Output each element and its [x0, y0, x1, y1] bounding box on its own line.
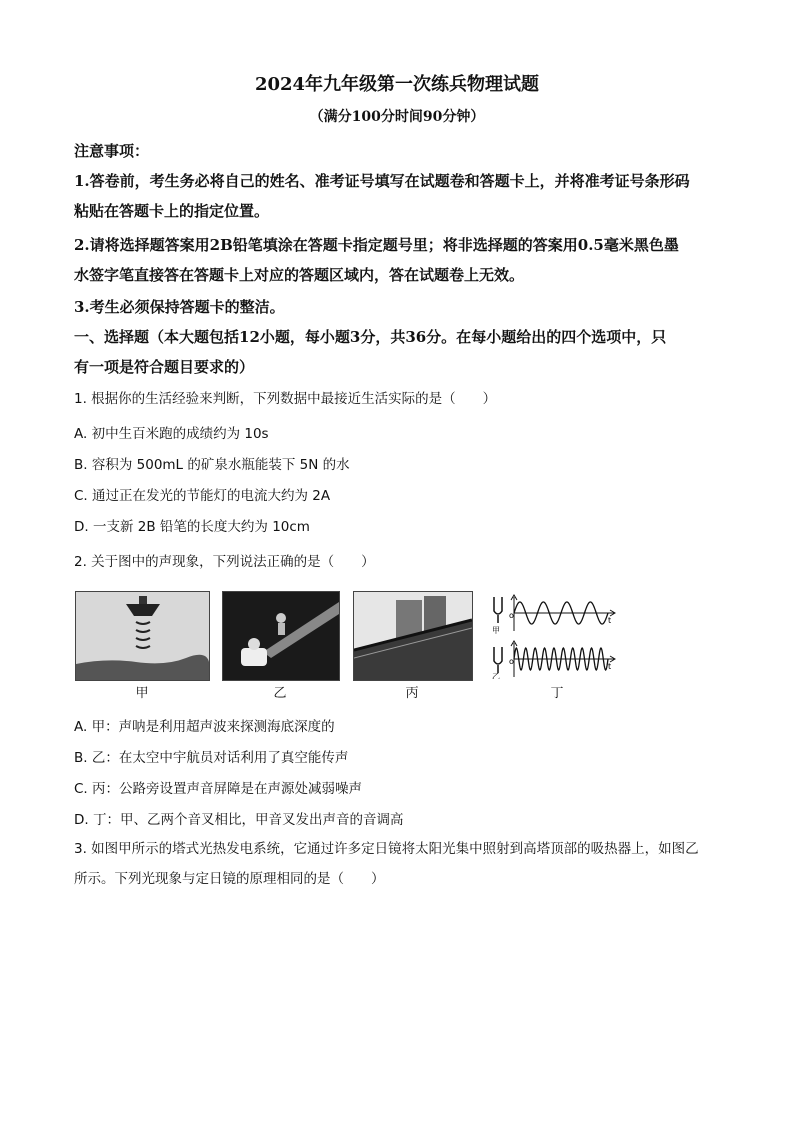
caption-jia: 甲: [135, 686, 149, 701]
figure-waveforms: [490, 591, 620, 679]
figure-astronauts: [222, 591, 340, 681]
q2-option-b: B. 乙：在太空中宇航员对话利用了真空能传声: [74, 750, 349, 766]
q2-stem: 2. 关于图中的声现象，下列说法正确的是（ ）: [74, 554, 375, 570]
note-1-line-1: 1.答卷前，考生务必将自己的姓名、准考证号填写在试题卷和答题卡上，并将准考证号条形码: [74, 172, 690, 190]
section-1-line-2: 有一项是符合题目要求的）: [74, 358, 255, 376]
exam-title: 2024年九年级第一次练兵物理试题: [254, 74, 540, 95]
axis-t-label: t: [608, 616, 612, 625]
axis-origin-label: o: [509, 657, 514, 666]
note-2-line-2: 水签字笔直接答在答题卡上对应的答题区域内，答在试题卷上无效。: [74, 266, 525, 284]
q2-option-c: C. 丙：公路旁设置声音屏障是在声源处减弱噪声: [74, 781, 363, 797]
wave-label-yi: 乙: [492, 672, 500, 679]
tuning-fork-icon: [494, 647, 502, 664]
note-1-line-2: 粘贴在答题卡上的指定位置。: [74, 202, 270, 220]
wave-label-jia: 甲: [492, 626, 500, 635]
q1-option-b: B. 容积为 500mL 的矿泉水瓶能装下 5N 的水: [74, 457, 350, 473]
wave-yi: [514, 648, 608, 670]
notes-heading: 注意事项：: [74, 142, 150, 160]
q1-option-a: A. 初中生百米跑的成绩约为 10s: [74, 426, 269, 442]
note-2-line-1: 2.请将选择题答案用2B铅笔填涂在答题卡指定题号里；将非选择题的答案用0.5毫米黑色墨: [74, 236, 679, 254]
q1-option-d: D. 一支新 2B 铅笔的长度大约为 10cm: [74, 519, 310, 535]
q3-line-1: 3. 如图甲所示的塔式光热发电系统，它通过许多定日镜将太阳光集中照射到高塔顶部的吸热器上，如图乙: [74, 841, 699, 857]
q2-option-d: D. 丁：甲、乙两个音叉相比，甲音叉发出声音的音调高: [74, 812, 404, 828]
caption-bing: 丙: [405, 686, 419, 701]
exam-subtitle: （满分100分时间90分钟）: [309, 109, 485, 125]
caption-ding: 丁: [550, 686, 564, 701]
q1-option-c: C. 通过正在发光的节能灯的电流大约为 2A: [74, 488, 331, 504]
section-1-line-1: 一、选择题（本大题包括12小题，每小题3分，共36分。在每小题给出的四个选项中，只: [74, 328, 667, 346]
q1-stem: 1. 根据你的生活经验来判断，下列数据中最接近生活实际的是（ ）: [74, 391, 497, 407]
q3-line-2: 所示。下列光现象与定日镜的原理相同的是（ ）: [74, 871, 385, 887]
tuning-fork-icon: [494, 597, 502, 614]
caption-yi: 乙: [273, 686, 287, 701]
axis-t-label: t: [608, 662, 612, 671]
q2-option-a: A. 甲：声呐是利用超声波来探测海底深度的: [74, 719, 335, 735]
figure-sonar: [75, 591, 210, 681]
note-3: 3.考生必须保持答题卡的整洁。: [74, 298, 285, 316]
figure-sound-barrier: [353, 591, 473, 681]
axis-origin-label: o: [509, 611, 514, 620]
